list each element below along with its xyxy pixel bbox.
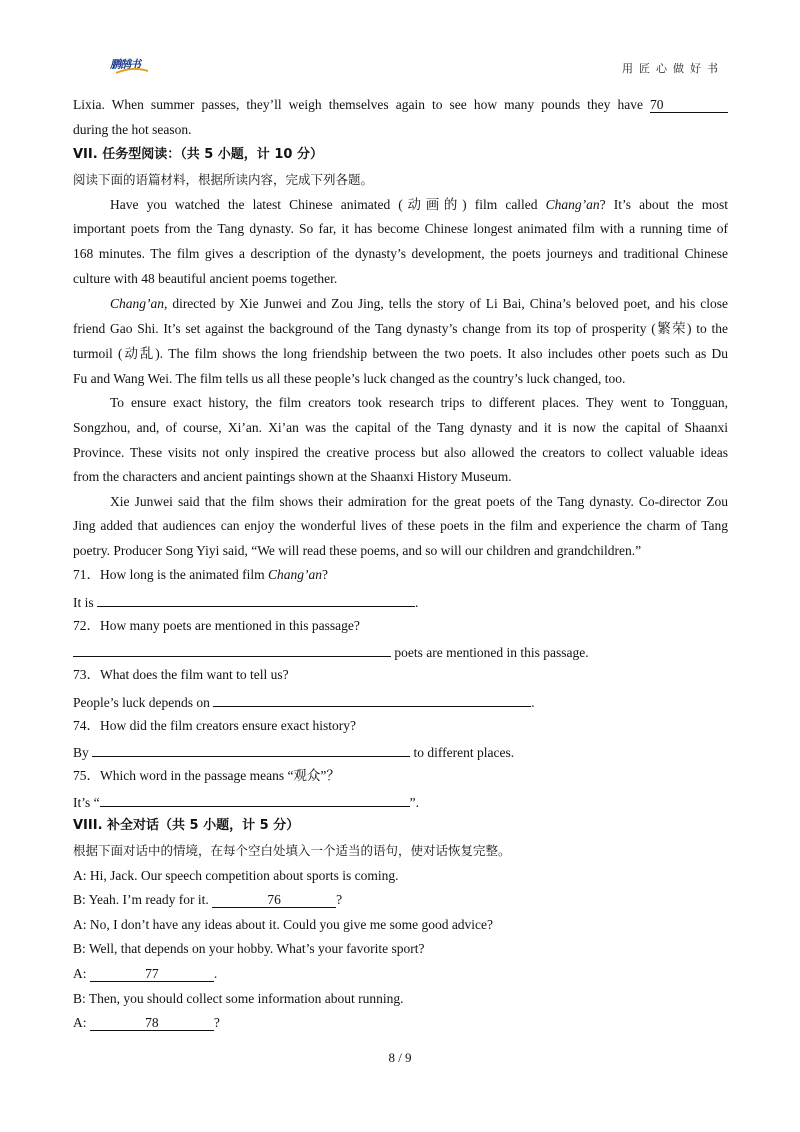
answer-blank-73[interactable] — [213, 692, 531, 707]
p1-line-3: 168 minutes. The film gives a description of the dynasty’s development, the poets journeys and traditional Chinese — [73, 246, 728, 261]
answer-blank-72[interactable] — [73, 642, 391, 657]
logo-swoosh-icon — [116, 68, 148, 74]
dialog-line-4: B: Well, that depends on your hobby. What’s your favorite sport? — [73, 941, 425, 956]
p2-line-2: friend Gao Shi. It’s set against the background of the Tang dynasty’s change from its top of prosperity (繁荣) to the — [73, 321, 728, 336]
dialog-line-6: B: Then, you should collect some information about running. — [73, 991, 404, 1006]
p4-line-2: Jing added that audiences can enjoy the wonderful lives of these poets in the film and experience the charm of Tang — [73, 518, 728, 533]
answer-blank-70[interactable]: 70 — [650, 98, 728, 113]
dialog-line-7: A: 78 ? — [73, 1015, 220, 1030]
logo-text: 鹏鹄书 — [110, 58, 140, 71]
answer-line-73: People’s luck depends on . — [73, 692, 535, 712]
dialog-line-5: A: 77 . — [73, 966, 218, 981]
question-73: 73．What does the film want to tell us? — [73, 667, 289, 682]
question-75: 75．Which word in the passage means “观众”？ — [73, 768, 340, 783]
page-number: 8 / 9 — [388, 1050, 412, 1065]
answer-line-72: poets are mentioned in this passage. — [73, 642, 589, 662]
answer-blank-74[interactable] — [92, 742, 410, 757]
p1-line-1: Have you watched the latest Chinese animated (动画的) film called Chang’an? It’s about the most — [110, 197, 729, 212]
lead-tail: during the hot season. — [73, 122, 192, 137]
header-slogan: 用匠心做好书 — [622, 62, 724, 75]
publisher-logo — [110, 56, 156, 76]
section8-instruction: 根据下面对话中的情境，在每个空白处填入一个适当的语句，使对话恢复完整。 — [73, 843, 511, 858]
answer-line-74: By to different places. — [73, 742, 514, 762]
answer-line-75: It’s “ ”. — [73, 792, 419, 812]
question-71: 71．How long is the animated film Chang’an? — [73, 567, 328, 582]
p3-line-4: from the characters and ancient paintings shown at the Shaanxi History Museum. — [73, 469, 512, 484]
dialog-line-3: A: No, I don’t have any ideas about it. Could you give me some good advice? — [73, 917, 494, 932]
p2-line-4: Fu and Wang Wei. The film tells us all these people’s luck changed as the country’s luck changed, too. — [73, 371, 626, 386]
question-72: 72．How many poets are mentioned in this passage? — [73, 618, 360, 633]
p2-line-3: turmoil (动乱). The film shows the long friendship between the two poets. It also includes other poets such as Du — [73, 346, 728, 361]
p3-line-3: Province. These visits not only inspired the creative process but also allowed the creators to collect valuable ideas — [73, 445, 728, 460]
p3-line-1: To ensure exact history, the film creators took research trips to different places. They went to Tongguan, — [110, 395, 728, 410]
answer-blank-78[interactable]: 78 — [90, 1016, 214, 1031]
p1-line-2: important poets from the Tang dynasty. So far, it has become Chinese longest animated film with a running time of — [73, 221, 728, 236]
section7-instruction: 阅读下面的语篇材料，根据所读内容，完成下列各题。 — [73, 172, 374, 187]
lead-line — [73, 96, 728, 114]
answer-blank-71[interactable] — [97, 592, 415, 607]
section7-title: VII. 任务型阅读：（共 5 小题，计 10 分） — [73, 147, 323, 162]
answer-blank-76[interactable]: 76 — [212, 893, 336, 908]
dialog-line-1: A: Hi, Jack. Our speech competition about sports is coming. — [73, 868, 399, 883]
p4-line-3: poetry. Producer Song Yiyi said, “We will read these poems, and so will our children and grandchildren.” — [73, 543, 642, 558]
dialog-line-2: B: Yeah. I’m ready for it. 76 ? — [73, 892, 343, 907]
lead-text: Lixia. When summer passes, they’ll weigh themselves again to see how many pounds they have — [73, 97, 643, 112]
answer-line-71: It is . — [73, 592, 418, 612]
section8-title: VIII. 补全对话（共 5 小题，计 5 分） — [73, 818, 300, 833]
p4-line-1: Xie Junwei said that the film shows their admiration for the great poets of the Tang dynasty. Co-director Zou — [110, 494, 728, 509]
p3-line-2: Songzhou, and, of course, Xi’an. Xi’an was the capital of the Tang dynasty and it is now the capital of Shaanxi — [73, 420, 728, 435]
answer-blank-77[interactable]: 77 — [90, 967, 214, 982]
question-74: 74．How did the film creators ensure exact history? — [73, 718, 357, 733]
p2-line-1: Chang’an, directed by Xie Junwei and Zou Jing, tells the story of Li Bai, China’s beloved poet, and his close — [110, 296, 728, 311]
answer-blank-75[interactable] — [100, 792, 410, 807]
p1-line-4: culture with 48 beautiful ancient poems together. — [73, 271, 338, 286]
